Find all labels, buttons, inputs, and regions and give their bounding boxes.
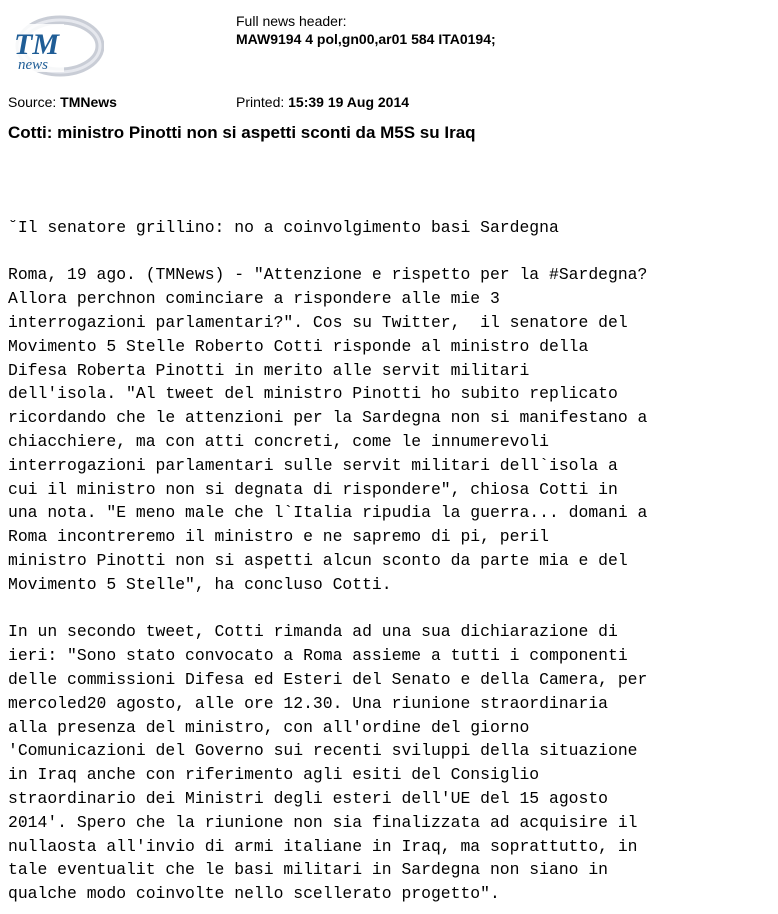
source-line xyxy=(8,93,117,111)
full-header-label: Full news header: xyxy=(236,13,347,29)
logo-news-text: news xyxy=(18,57,48,73)
logo-tm-text: TM xyxy=(14,28,59,61)
article-body: ˘Il senatore grillino: no a coinvolgimento basi Sardegna Roma, 19 ago. (TMNews) - "Attenzione e rispetto per la #Sardegna? Allora perchnon cominciare a rispondere alle mie 3 interrogazioni parlamentari?". Cos su Twitter, il senatore del Movimento 5 Stelle Roberto Cotti risponde al ministro della Difesa Roberta Pinotti in merito alle servit militari dell'isola. "Al tweet del ministro Pinotti ho subito replicato ricordando che le attenzioni per la Sardegna non si manifestano a chiacchiere, ma con atti concreti, come le innumerevoli interrogazioni parlamentari sulle servit militari dell`isola a cui il ministro non si degnata di rispondere", chiosa Cotti in una nota. "E meno male che l`Italia ripudia la guerra... domani a Roma incontreremo il ministro e ne sapremo di pi, peril ministro Pinotti non si aspetti alcun sconto da parte mia e del Movimento 5 Stelle", ha concluso Cotti. In un secondo tweet, Cotti rimanda ad una sua dichiarazione di ieri: "Sono stato convocato a Roma assieme a tutti i componenti delle commissioni Difesa ed Esteri del Senato e della Camera, per mercoled20 agosto, alle ore 12.30. Una riunione straordinaria alla presenza del ministro, con all'ordine del giorno 'Comunicazioni del Governo sui recenti sviluppi della situazione in Iraq anche con riferimento agli esiti del Consiglio straordinario dei Ministri degli esteri dell'UE del 15 agosto 2014'. Spero che la riunione non sia finalizzata ad acquisire il nullaosta all'invio di armi italiane in Iraq, ma soprattutto, in tale eventualit che le basi militari in Sardegna non siano in qualche modo coinvolte nello scellerato progetto". xyxy=(8,217,648,904)
printed-line xyxy=(236,93,409,111)
full-header-value: MAW9194 4 pol,gn00,ar01 584 ITA0194; xyxy=(236,31,496,47)
source-label: Source: xyxy=(8,94,57,110)
tmnews-logo xyxy=(8,14,104,80)
tmnews-logo-icon xyxy=(8,14,104,80)
printed-value: 15:39 19 Aug 2014 xyxy=(288,94,410,110)
article-title: Cotti: ministro Pinotti non si aspetti sconti da M5S su Iraq xyxy=(8,123,476,142)
source-value: TMNews xyxy=(60,94,117,110)
printed-label: Printed: xyxy=(236,94,285,110)
